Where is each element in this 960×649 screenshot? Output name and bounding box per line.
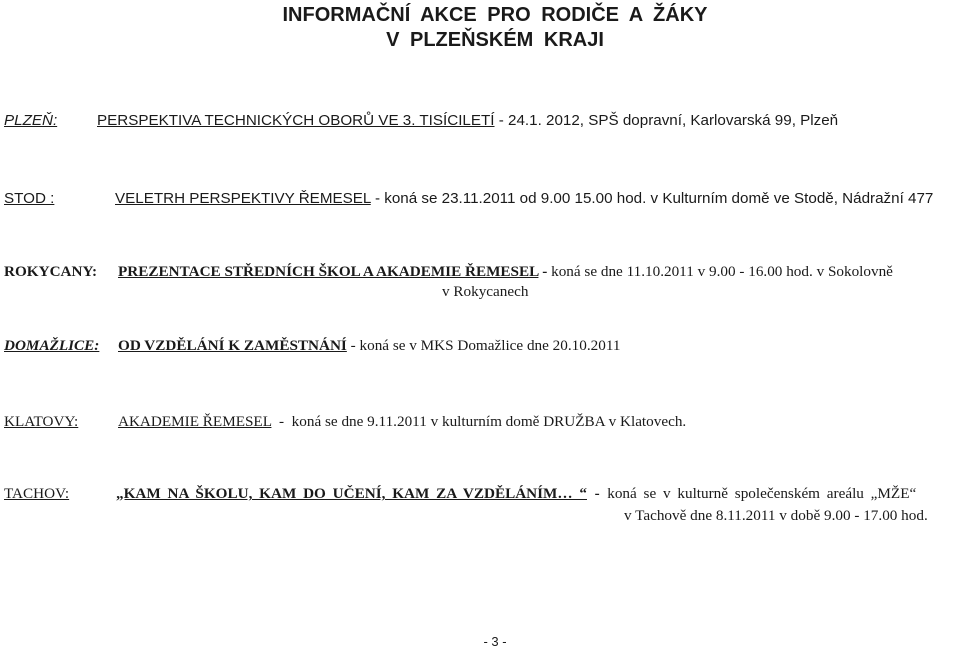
entry-label-domazlice: DOMAŽLICE: [4,337,100,354]
event-detail-domazlice: koná se v MKS Domažlice dne 20.10.2011 [359,337,621,354]
entry-separator: - [346,337,360,354]
event-detail-rokycany-line-2: v Rokycanech [442,283,529,300]
event-detail-klatovy: koná se dne 9.11.2011 v kulturním domě DRUŽBA v Klatovech. [291,413,687,430]
event-detail-plzen: 24.1. 2012, SPŠ dopravní, Karlovarská 99, Plzeň [508,112,839,129]
event-title-stod: VELETRH PERSPEKTIVY ŘEMESEL [115,190,371,207]
event-detail-stod: koná se 23.11.2011 od 9.00 15.00 hod. v Kulturním domě ve Stodě, Nádražní 477 [384,190,934,207]
entry-separator: - [494,112,509,129]
event-detail-tachov-line-2: v Tachově dne 8.11.2011 v době 9.00 - 17.00 hod. [624,507,928,524]
entry-klatovy [118,413,686,431]
event-title-klatovy: AKADEMIE ŘEMESEL [118,413,272,430]
entry-separator: - [370,190,385,207]
entry-label-rokycany: ROKYCANY: [4,263,98,280]
entry-domazlice [118,337,620,355]
document-title-line-1: INFORMAČNÍ AKCE PRO RODIČE A ŽÁKY [282,4,708,26]
entry-label-plzen: PLZEŇ: [4,112,58,129]
document-title-line-2: V PLZEŇSKÉM KRAJI [386,29,604,51]
entry-rokycany [118,263,893,281]
event-title-domazlice: OD VZDĚLÁNÍ K ZAMĚSTNÁNÍ [118,337,347,354]
entry-separator: - [538,263,552,280]
entry-tachov [116,485,916,503]
entry-plzen [97,112,838,129]
event-detail-tachov: koná se v kulturně společenském areálu „MŽE“ [607,485,917,502]
entry-label-klatovy: KLATOVY: [4,413,79,430]
entry-stod [115,190,933,207]
entry-separator: - [271,413,292,430]
event-detail-rokycany: koná se dne 11.10.2011 v 9.00 - 16.00 hod. v Sokolovně [551,263,893,280]
entry-separator: - [586,485,608,502]
event-title-rokycany: PREZENTACE STŘEDNÍCH ŠKOL A AKADEMIE ŘEMESEL [118,263,539,280]
event-title-plzen: PERSPEKTIVA TECHNICKÝCH OBORŮ VE 3. TISÍCILETÍ [97,112,495,129]
entry-label-tachov: TACHOV: [4,485,70,502]
entry-label-stod: STOD : [4,190,55,207]
page-number: - 3 - [483,634,507,649]
event-title-tachov: „KAM NA ŠKOLU, KAM DO UČENÍ, KAM ZA VZDĚLÁNÍM… “ [116,485,587,502]
